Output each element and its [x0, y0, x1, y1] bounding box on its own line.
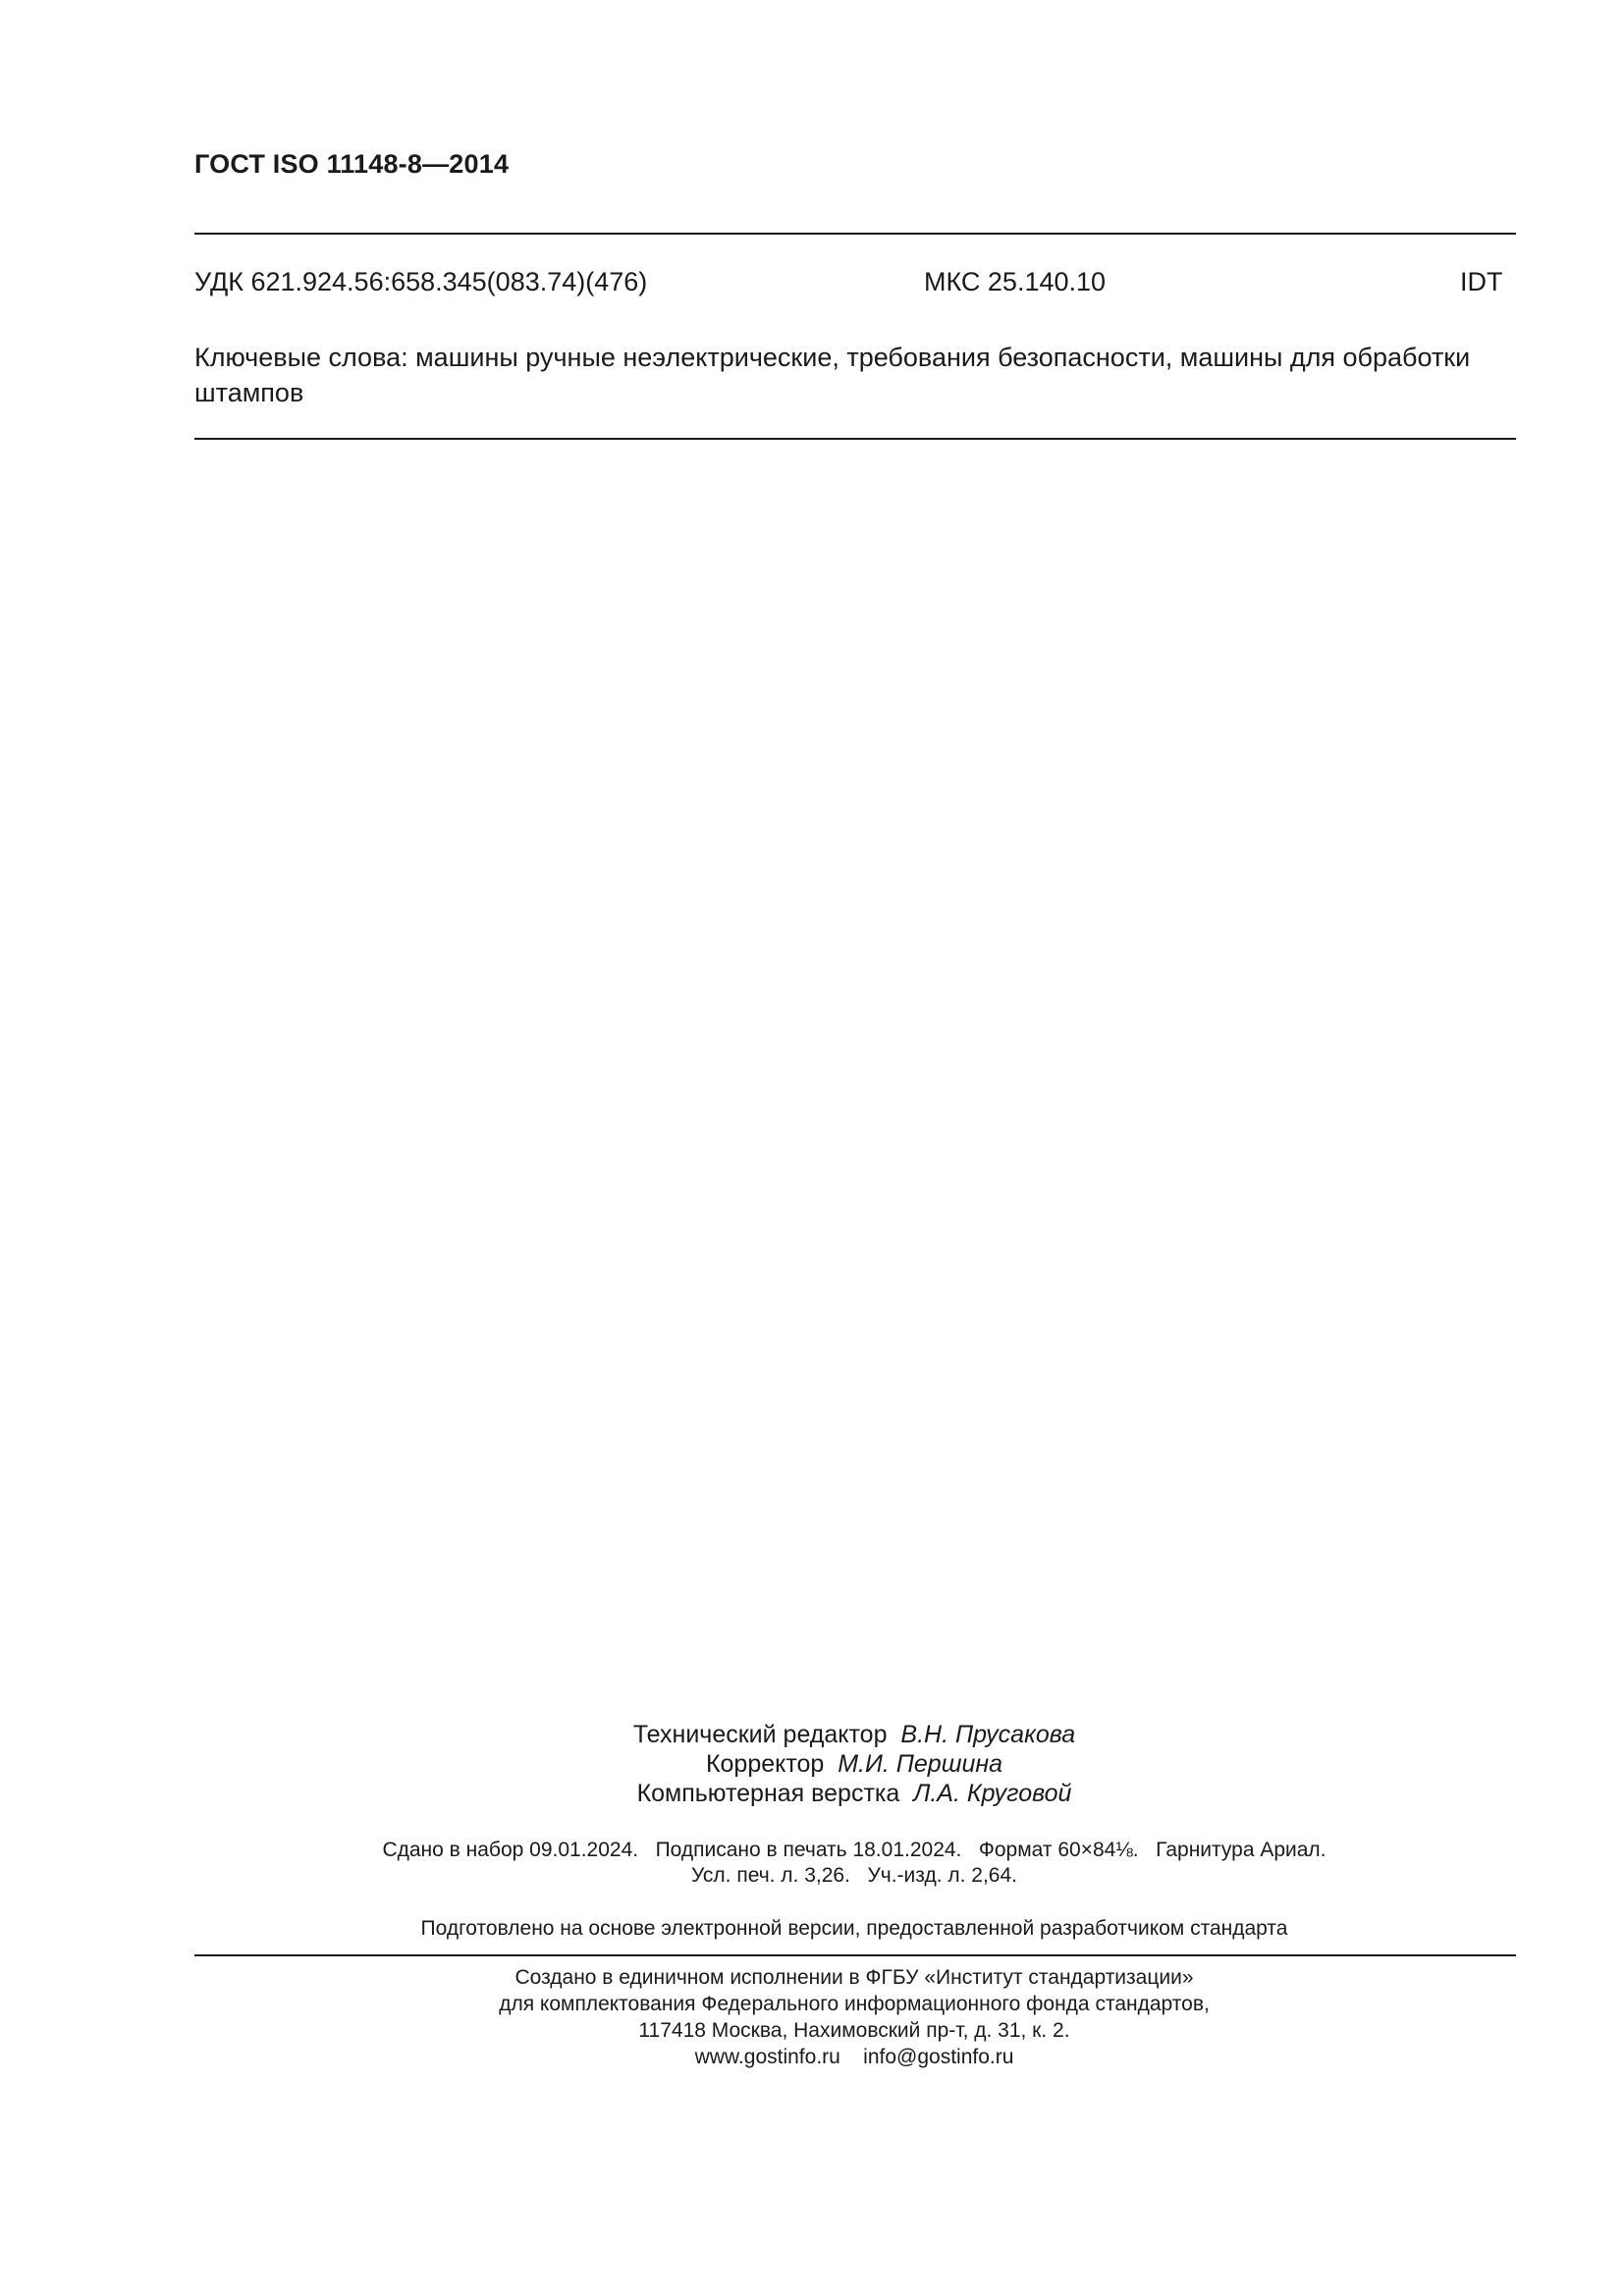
publisher-contacts: [0, 2045, 1624, 2070]
print-info-line-1: Сдано в набор 09.01.2024. Подписано в печать 18.01.2024. Формат 60×84⅛. Гарнитура Ариал.: [382, 1839, 1326, 1861]
print-info-line-2: Усл. печ. л. 3,26. Уч.-изд. л. 2,64.: [690, 1864, 1017, 1887]
mks-code: МКС 25.140.10: [924, 267, 1107, 296]
corrector-role: Корректор: [705, 1750, 825, 1778]
udk-code: УДК 621.924.56:658.345(083.74)(476): [194, 267, 648, 296]
prepared-note: Подготовлено на основе электронной версии, предоставленной разработчиком стандарта: [420, 1917, 1288, 1940]
publisher-line-2: для комплектования Федерального информационного фонда стандартов,: [499, 1993, 1210, 2015]
keywords-divider: [194, 438, 1516, 440]
layout-name: Л.А. Круговой: [913, 1780, 1072, 1807]
layout-line: [0, 1779, 1624, 1808]
tech-editor-name: В.Н. Прусакова: [900, 1721, 1076, 1748]
idt-label: IDT: [1460, 267, 1503, 296]
tech-editor-line: [0, 1720, 1624, 1749]
bottom-divider: [194, 1954, 1516, 1956]
website-link[interactable]: www.gostinfo.ru: [694, 2046, 840, 2068]
keywords-text: Ключевые слова: машины ручные неэлектрические, требования безопасности, машины для обработки штампов: [194, 343, 1471, 407]
publisher-line-3: 117418 Москва, Нахимовский пр-т, д. 31, к. 2.: [638, 2019, 1070, 2042]
tech-editor-role: Технический редактор: [632, 1721, 888, 1748]
top-divider: [194, 233, 1516, 235]
publisher-line-1: Создано в единичном исполнении в ФГБУ «Институт стандартизации»: [514, 1966, 1194, 1989]
email-link[interactable]: info@gostinfo.ru: [863, 2046, 1014, 2068]
corrector-line: [0, 1749, 1624, 1779]
credits-block: [0, 1720, 1624, 1808]
document-title: ГОСТ ISO 11148-8—2014: [194, 149, 510, 179]
layout-role: Компьютерная верстка: [636, 1780, 900, 1807]
corrector-name: М.И. Першина: [838, 1750, 1003, 1778]
